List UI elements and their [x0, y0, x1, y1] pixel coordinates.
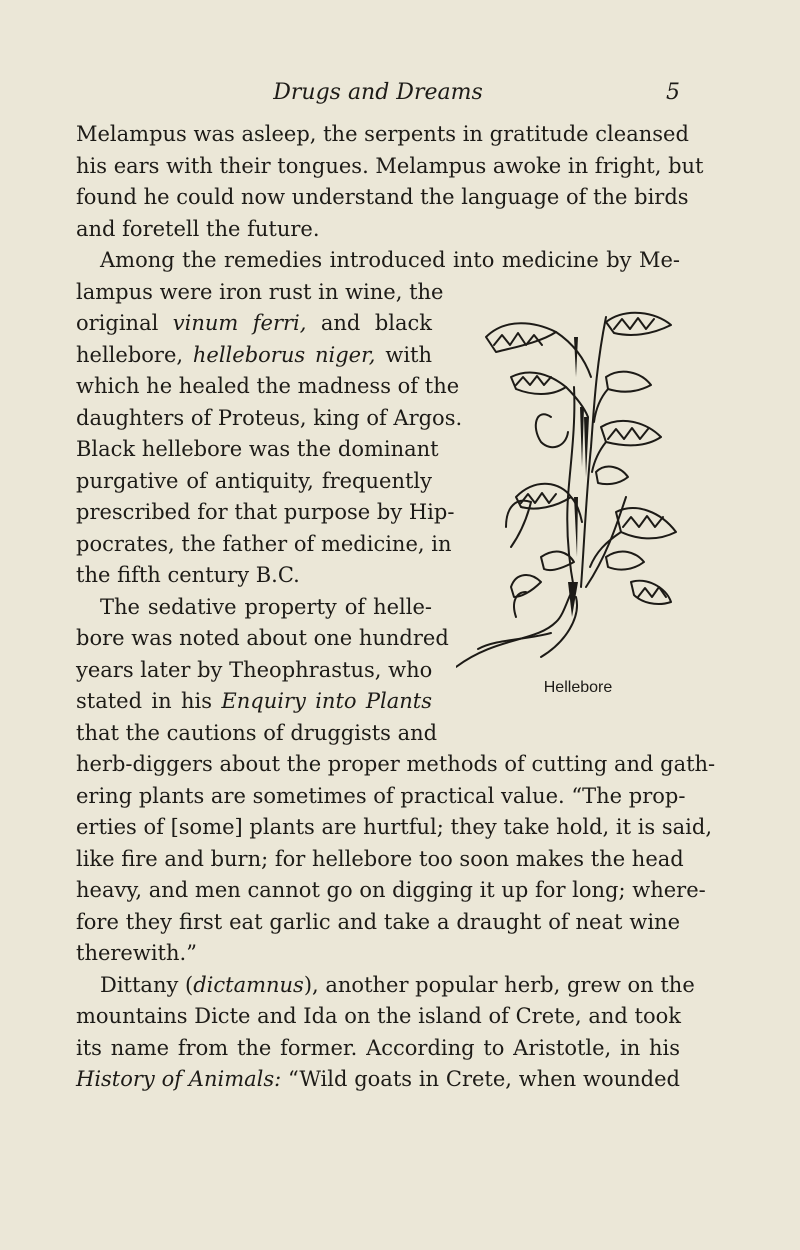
leaf-serration — [494, 333, 542, 345]
text-fragment: stated in his — [76, 689, 213, 713]
paragraph-dittany — [76, 970, 695, 1096]
italic-term: helleborus niger, — [192, 342, 376, 367]
text-line: bore was noted about one hundred — [76, 626, 449, 650]
text-line: prescribed for that purpose by Hip- — [76, 500, 455, 524]
text-fragment: hellebore, — [76, 342, 184, 367]
text-line: fore they first eat garlic and take a draught of neat wine — [76, 909, 680, 934]
leaf — [601, 421, 661, 445]
running-head: Drugs and Dreams — [273, 80, 483, 105]
page-number: 5 — [666, 80, 680, 105]
figure-caption: Hellebore — [543, 679, 613, 696]
text-line: erties of [some] plants are hurtful; they take hold, it is said, — [76, 815, 712, 839]
text-line: herb-diggers about the proper methods of cutting and gath- — [76, 752, 716, 776]
shade-stroke — [574, 337, 578, 377]
text-line: ering plants are sometimes of practical value. “The prop- — [76, 783, 686, 808]
text-line: its name from the former. According to Aristotle, in his — [76, 1035, 680, 1060]
text-line: Black hellebore was the dominant — [76, 437, 439, 461]
leaf — [536, 414, 568, 447]
hellebore-illustration — [456, 297, 686, 717]
text-fragment: and black — [320, 311, 432, 335]
leaf — [511, 372, 566, 394]
paragraph-melampus — [76, 119, 704, 245]
text-line: mountains Dicte and Ida on the island of Crete, and took — [76, 1004, 681, 1028]
leaf-serration — [614, 318, 654, 329]
shade-stroke — [580, 407, 584, 467]
text-line — [76, 308, 432, 340]
text-line: years later by Theophrastus, who — [76, 657, 433, 682]
text-line: heavy, and men cannot go on digging it up for long; where- — [76, 878, 706, 902]
text-fragment: Dittany ( — [100, 972, 194, 997]
text-line — [76, 340, 432, 372]
text-fragment: with — [385, 342, 432, 367]
text-line: daughters of Proteus, king of Argos. — [76, 405, 463, 430]
leaf — [606, 372, 651, 392]
italic-term: vinum ferri, — [172, 311, 307, 335]
leaf-serration — [608, 428, 648, 439]
italic-term: dictamnus — [193, 972, 304, 997]
hellebore-drawing — [456, 297, 686, 677]
leaf — [511, 575, 541, 597]
italic-title: Enquiry into Plants — [221, 689, 432, 713]
text-line: purgative of antiquity, frequently — [76, 468, 432, 493]
text-line: that the cautions of druggists and — [76, 720, 438, 745]
leaf-serration — [516, 376, 551, 385]
text-line — [76, 970, 695, 1002]
text-line: and foretell the future. — [76, 216, 320, 241]
text-line — [76, 686, 432, 718]
text-line: his ears with their tongues. Melampus awoke in fright, but — [76, 153, 704, 178]
petiole — [566, 387, 588, 417]
leaf — [606, 552, 644, 570]
shade-stroke — [574, 497, 578, 557]
petiole — [556, 332, 591, 377]
text-fragment: ), another popular herb, grew on the — [303, 972, 695, 997]
text-line: pocrates, the father of medicine, in — [76, 531, 452, 556]
leaf — [606, 313, 671, 335]
text-line: like fire and burn; for hellebore too soon makes the head — [76, 846, 684, 871]
text-line: The sedative property of helle- — [100, 594, 432, 619]
text-line: found he could now understand the language of the birds — [76, 185, 689, 209]
text-line: lampus were iron rust in wine, the — [76, 279, 444, 304]
text-line: Melampus was asleep, the serpents in gratitude cleansed — [76, 122, 689, 146]
text-line: which he healed the madness of the — [76, 374, 460, 398]
text-line: Among the remedies introduced into medicine by Me- — [100, 248, 680, 272]
page-header — [76, 78, 680, 112]
text-line — [76, 1064, 680, 1096]
text-line: the fifth century B.C. — [76, 563, 300, 587]
italic-title: History of Animals: — [76, 1067, 282, 1091]
text-fragment: original — [76, 311, 159, 335]
text-fragment: “Wild goats in Crete, when wounded — [288, 1067, 680, 1091]
leaf — [596, 467, 628, 485]
text-line: therewith.” — [76, 941, 197, 965]
leaf — [631, 581, 671, 604]
leaf-serration — [623, 516, 663, 527]
